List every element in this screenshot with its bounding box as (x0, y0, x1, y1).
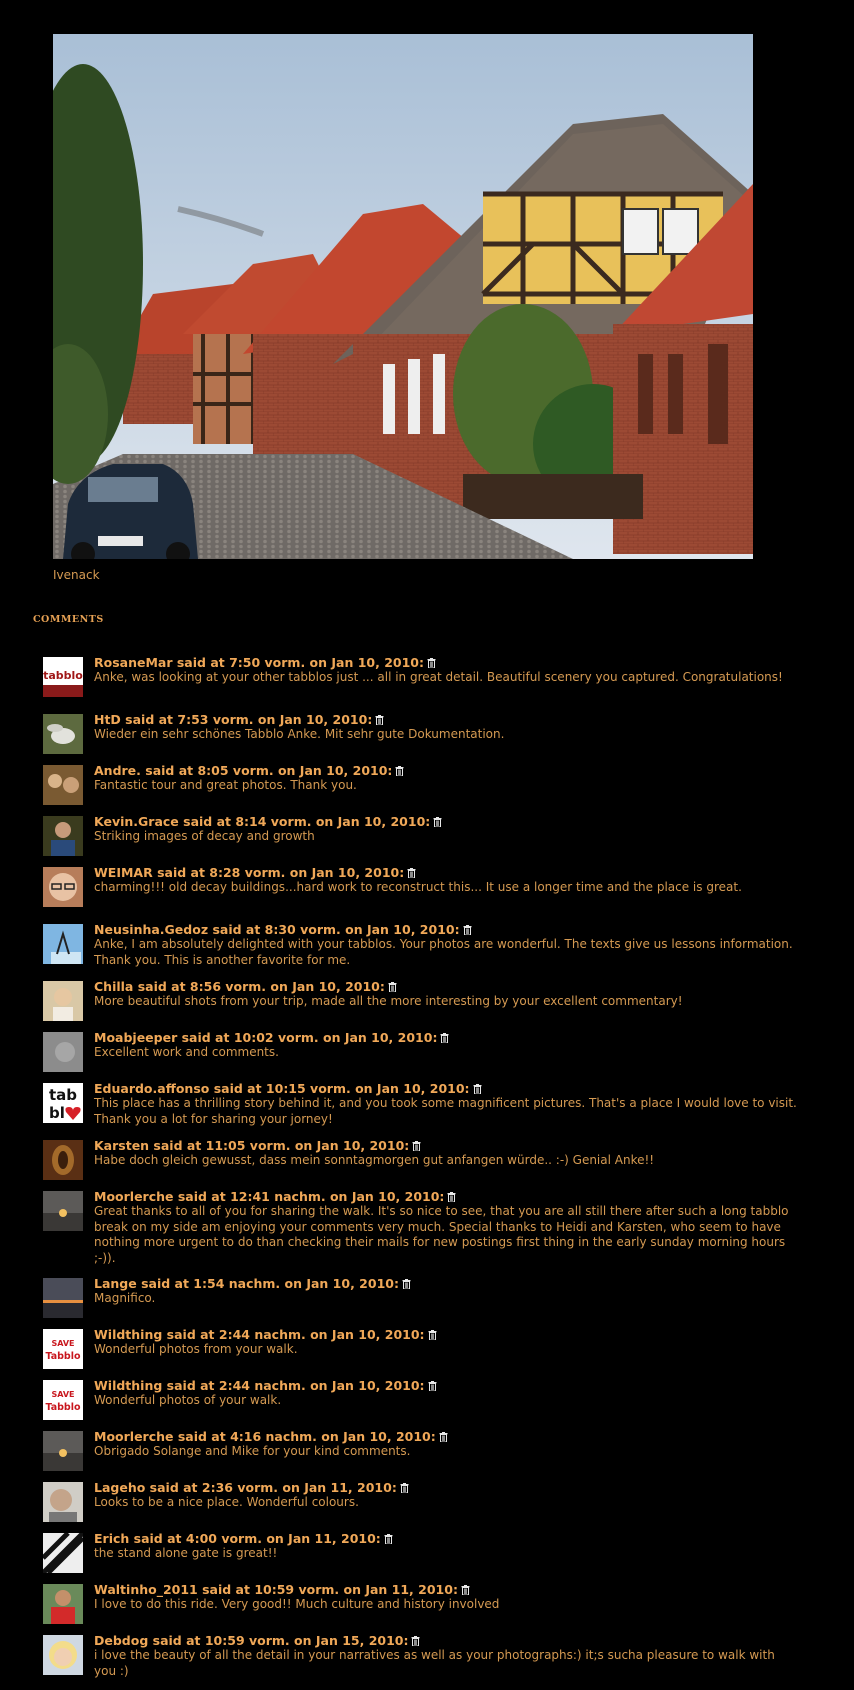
commenter-avatar[interactable] (43, 1278, 83, 1318)
commenter-avatar[interactable] (43, 765, 83, 805)
trash-icon[interactable] (473, 1082, 482, 1092)
comment-body (94, 922, 799, 968)
comment-body (94, 1531, 799, 1562)
photo-caption: Ivenack (53, 568, 100, 582)
trash-icon[interactable] (407, 866, 416, 876)
avatar-text: tab (48, 1086, 78, 1104)
comments-heading: COMMENTS (33, 614, 104, 625)
comment-text: i love the beauty of all the detail in your narratives as well as your photographs:) it;s sucha pleasure to walk with you :) (94, 1648, 775, 1678)
comment-author-line[interactable]: Kevin.Grace said at 8:14 vorm. on Jan 10, 2010: (94, 814, 431, 829)
trash-icon[interactable] (440, 1031, 449, 1041)
comment-author-line[interactable]: HtD said at 7:53 vorm. on Jan 10, 2010: (94, 712, 373, 727)
comment-author-line[interactable]: Neusinha.Gedoz said at 8:30 vorm. on Jan 10, 2010: (94, 922, 460, 937)
comment-text: Fantastic tour and great photos. Thank you. (94, 778, 357, 792)
commenter-avatar[interactable] (43, 657, 83, 697)
comment-body (94, 1327, 799, 1358)
avatar-text: Tabblo (45, 1402, 81, 1413)
comment-body (94, 1081, 799, 1127)
commenter-avatar[interactable] (43, 1032, 83, 1072)
comment-author-line[interactable]: Moorlerche said at 4:16 nachm. on Jan 10, 2010: (94, 1429, 436, 1444)
commenter-avatar[interactable] (43, 1635, 83, 1675)
commenter-avatar[interactable] (43, 714, 83, 754)
trash-icon[interactable] (395, 764, 404, 774)
comment-author-line[interactable]: Eduardo.affonso said at 10:15 vorm. on Jan 10, 2010: (94, 1081, 470, 1096)
comment-text: More beautiful shots from your trip, made all the more interesting by your excellent commentary! (94, 994, 683, 1008)
comment-author-line[interactable]: Andre. said at 8:05 vorm. on Jan 10, 2010: (94, 763, 393, 778)
comment-header (94, 1081, 799, 1096)
comment-text: the stand alone gate is great!! (94, 1546, 278, 1560)
comment-text: Wonderful photos from your walk. (94, 1342, 298, 1356)
trash-icon[interactable] (402, 1277, 411, 1287)
comment-header (94, 922, 799, 937)
comment-author-line[interactable]: Karsten said at 11:05 vorm. on Jan 10, 2010: (94, 1138, 410, 1153)
comment-author-line[interactable]: RosaneMar said at 7:50 vorm. on Jan 10, 2010: (94, 655, 425, 670)
comment-text: I love to do this ride. Very good!! Much culture and history involved (94, 1597, 500, 1611)
comment-body (94, 712, 799, 743)
comment-header (94, 1531, 799, 1546)
trash-icon[interactable] (439, 1430, 448, 1440)
comment-author-line[interactable]: Moorlerche said at 12:41 nachm. on Jan 10, 2010: (94, 1189, 445, 1204)
comment-body (94, 1030, 799, 1061)
commenter-avatar[interactable] (43, 1431, 83, 1471)
avatar-text: bl (49, 1104, 65, 1122)
avatar-text: SAVE (51, 1339, 75, 1348)
comment-header (94, 1378, 799, 1393)
comment-header (94, 1276, 799, 1291)
comment-header (94, 655, 799, 670)
comment-header (94, 1138, 799, 1153)
comment-header (94, 865, 799, 880)
comment-body (94, 1480, 799, 1511)
comment-text: Wonderful photos of your walk. (94, 1393, 282, 1407)
comment-header (94, 1582, 799, 1597)
comment-author-line[interactable]: WEIMAR said at 8:28 vorm. on Jan 10, 2010: (94, 865, 405, 880)
comment-author-line[interactable]: Waltinho_2011 said at 10:59 vorm. on Jan 11, 2010: (94, 1582, 458, 1597)
comment-body (94, 1189, 799, 1266)
comment-text: Obrigado Solange and Mike for your kind comments. (94, 1444, 411, 1458)
comment-body (94, 1429, 799, 1460)
comment-text: This place has a thrilling story behind it, and you took some magnificent pictures. That's a place I would love to visit. Thank you a lot for sharing your jorney! (94, 1096, 797, 1126)
comment-header (94, 1189, 799, 1204)
comment-text: Wieder ein sehr schönes Tabblo Anke. Mit sehr gute Dokumentation. (94, 727, 505, 741)
comment-text: charming!!! old decay buildings...hard work to reconstruct this... It use a longer time and the place is great. (94, 880, 742, 894)
comment-text: Looks to be a nice place. Wonderful colours. (94, 1495, 359, 1509)
comment-header (94, 1429, 799, 1444)
comment-body (94, 1138, 799, 1169)
trash-icon[interactable] (388, 980, 397, 990)
comment-body (94, 655, 799, 686)
commenter-avatar[interactable] (43, 1584, 83, 1624)
comment-header (94, 712, 799, 727)
comment-author-line[interactable]: Wildthing said at 2:44 nachm. on Jan 10, 2010: (94, 1378, 425, 1393)
comment-header (94, 814, 799, 829)
comment-author-line[interactable]: Chilla said at 8:56 vorm. on Jan 10, 2010: (94, 979, 385, 994)
trash-icon[interactable] (400, 1481, 409, 1491)
commenter-avatar[interactable] (43, 1329, 83, 1369)
avatar-text: tabblo (43, 669, 83, 682)
trash-icon[interactable] (433, 815, 442, 825)
trash-icon[interactable] (427, 656, 436, 666)
trash-icon[interactable] (463, 923, 472, 933)
comment-header (94, 1633, 799, 1648)
comment-header (94, 763, 799, 778)
comment-body (94, 1633, 799, 1679)
comment-header (94, 1030, 799, 1045)
comment-header (94, 1480, 799, 1495)
commenter-avatar[interactable] (43, 1083, 83, 1123)
comment-author-line[interactable]: Lageho said at 2:36 vorm. on Jan 11, 2010: (94, 1480, 397, 1495)
trash-icon[interactable] (428, 1328, 437, 1338)
main-photo (53, 34, 753, 559)
trash-icon[interactable] (461, 1583, 470, 1593)
comment-text: Anke, was looking at your other tabblos just ... all in great detail. Beautiful scenery you captured. Congratulations! (94, 670, 783, 684)
trash-icon[interactable] (375, 713, 384, 723)
commenter-avatar[interactable] (43, 1380, 83, 1420)
commenter-avatar[interactable] (43, 816, 83, 856)
comment-author-line[interactable]: Debdog said at 10:59 vorm. on Jan 15, 2010: (94, 1633, 409, 1648)
comment-author-line[interactable]: Erich said at 4:00 vorm. on Jan 11, 2010: (94, 1531, 381, 1546)
avatar-text: Tabblo (45, 1351, 81, 1362)
commenter-avatar[interactable] (43, 1533, 83, 1573)
comment-text: Habe doch gleich gewusst, dass mein sonntagmorgen gut anfangen würde.. :-) Genial Anke!! (94, 1153, 655, 1167)
comment-text: Magnifico. (94, 1291, 156, 1305)
comment-text: Excellent work and comments. (94, 1045, 279, 1059)
commenter-avatar[interactable] (43, 924, 83, 964)
comment-body (94, 1582, 799, 1613)
commenter-avatar[interactable] (43, 1140, 83, 1180)
comment-body (94, 1276, 799, 1307)
comment-header (94, 1327, 799, 1342)
comment-text: Anke, I am absolutely delighted with your tabblos. Your photos are wonderful. The texts give us lessons information. Thank you. This is another favorite for me. (94, 937, 793, 967)
comment-body (94, 814, 799, 845)
comment-text: Striking images of decay and growth (94, 829, 315, 843)
comment-text: Great thanks to all of you for sharing the walk. It's so nice to see, that you are all still there after such a long tabblo break on my side am enjoying your comments very much. Special thanks to Heidi and Karsten, who seem to have nothing more urgent to do than checking their mails for new postings first thing in the early sunday morning hours ;-)). (94, 1204, 789, 1265)
trash-icon[interactable] (411, 1634, 420, 1644)
commenter-avatar[interactable] (43, 1191, 83, 1231)
comment-author-line[interactable]: Lange said at 1:54 nachm. on Jan 10, 2010: (94, 1276, 399, 1291)
comment-body (94, 1378, 799, 1409)
comment-author-line[interactable]: Moabjeeper said at 10:02 vorm. on Jan 10, 2010: (94, 1030, 438, 1045)
avatar-text: SAVE (51, 1390, 75, 1399)
commenter-avatar[interactable] (43, 981, 83, 1021)
comment-body (94, 763, 799, 794)
commenter-avatar[interactable] (43, 1482, 83, 1522)
trash-icon[interactable] (412, 1139, 421, 1149)
comment-header (94, 979, 799, 994)
trash-icon[interactable] (428, 1379, 437, 1389)
comment-body (94, 979, 799, 1010)
trash-icon[interactable] (384, 1532, 393, 1542)
comment-body (94, 865, 799, 896)
comment-author-line[interactable]: Wildthing said at 2:44 nachm. on Jan 10, 2010: (94, 1327, 425, 1342)
trash-icon[interactable] (447, 1190, 456, 1200)
commenter-avatar[interactable] (43, 867, 83, 907)
